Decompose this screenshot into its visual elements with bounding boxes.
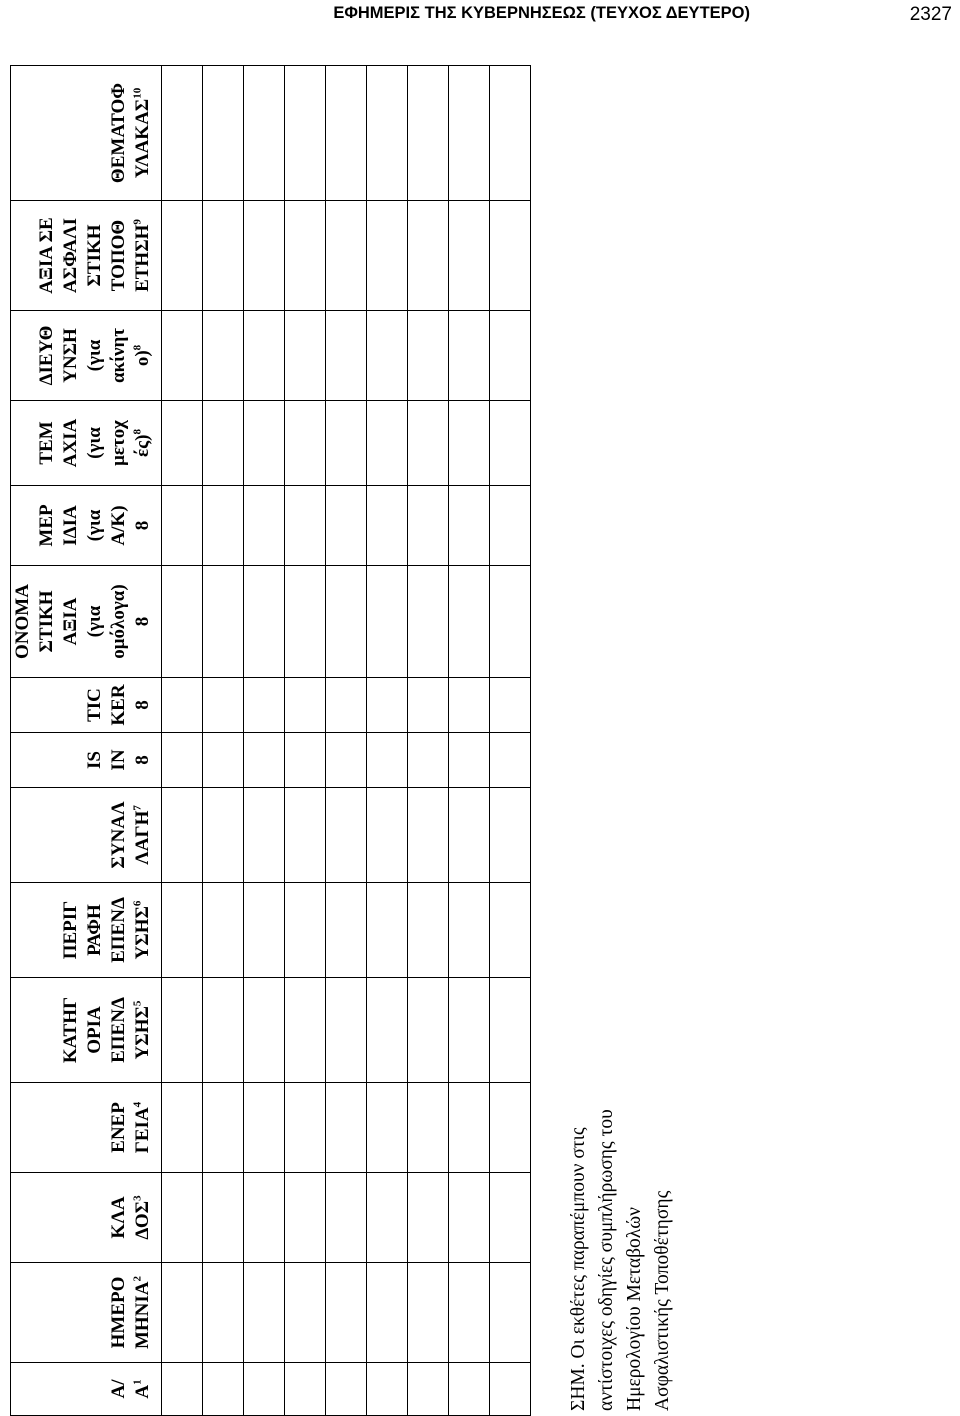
column-header-line: (για — [84, 339, 105, 372]
column-header-line: ΤΟΠΟΘ — [108, 219, 129, 292]
note-line: ΣΗΜ. Οι εκθέτες παραπέμπουν στις — [568, 1127, 589, 1411]
footnote-marker: 7 — [131, 805, 144, 811]
table-cell[interactable] — [285, 1263, 326, 1363]
table-cell[interactable] — [244, 486, 285, 566]
table-cell[interactable] — [367, 401, 408, 486]
table-cell[interactable] — [244, 201, 285, 311]
table-row — [449, 66, 490, 1416]
table-cell[interactable] — [285, 1083, 326, 1173]
note-line: αντίστοιχες οδηγίες συμπλήρωσης του — [596, 1109, 617, 1411]
table-header-row — [11, 66, 162, 1416]
table-cell[interactable] — [408, 1263, 449, 1363]
table-cell[interactable] — [244, 733, 285, 788]
table-cell[interactable] — [490, 1263, 531, 1363]
footnote-marker: 8 — [131, 429, 144, 435]
table-cell[interactable] — [367, 486, 408, 566]
table-cell[interactable] — [244, 66, 285, 201]
table-row — [408, 66, 449, 1416]
table-cell[interactable] — [244, 566, 285, 678]
table-cell[interactable] — [285, 1173, 326, 1263]
column-header — [11, 788, 162, 883]
table-row — [367, 66, 408, 1416]
column-header — [11, 1173, 162, 1263]
page-header — [0, 4, 960, 26]
table-cell[interactable] — [162, 1263, 203, 1363]
table-cell[interactable] — [285, 883, 326, 978]
table-cell[interactable] — [203, 401, 244, 486]
table-cell[interactable] — [244, 1263, 285, 1363]
column-header-line: ΑΞΙΑ — [60, 597, 81, 646]
table-row — [490, 66, 531, 1416]
table-cell[interactable] — [408, 66, 449, 201]
column-header-text: ΥΛΑΚΑΣ — [132, 98, 153, 179]
table-cell[interactable] — [490, 486, 531, 566]
column-header-line: (για — [84, 605, 105, 638]
table-cell[interactable] — [367, 1363, 408, 1416]
table-cell[interactable] — [162, 311, 203, 401]
table-cell[interactable] — [490, 201, 531, 311]
column-header-line: (για — [84, 427, 105, 459]
rotated-content — [10, 66, 860, 1416]
column-header-text: ΛΑΓΗ — [132, 810, 153, 865]
table-cell[interactable] — [244, 1363, 285, 1416]
column-header — [11, 486, 162, 566]
table-cell[interactable] — [285, 311, 326, 401]
column-header-line — [131, 978, 155, 1082]
column-header — [11, 311, 162, 401]
table-cell[interactable] — [203, 201, 244, 311]
table-cell[interactable] — [326, 66, 367, 201]
table-cell[interactable] — [285, 678, 326, 733]
table-cell[interactable] — [367, 1263, 408, 1363]
table-cell[interactable] — [162, 978, 203, 1083]
table-cell[interactable] — [367, 1173, 408, 1263]
column-header-line: ΗΜΕΡΟ — [108, 1276, 129, 1349]
column-header-line: ΥΝΣΗ — [60, 328, 81, 383]
footnote-marker: 5 — [131, 1000, 144, 1007]
column-header-line: TIC — [84, 688, 105, 722]
column-header — [11, 1363, 162, 1416]
column-header-line: μετοχ — [108, 420, 129, 466]
table-cell[interactable] — [490, 66, 531, 201]
column-header — [11, 66, 162, 201]
column-header-line: ΘΕΜΑΤΟΦ — [108, 82, 129, 184]
table-cell[interactable] — [449, 678, 490, 733]
column-header-line — [131, 883, 155, 977]
table-cell[interactable] — [449, 311, 490, 401]
column-header-line — [131, 401, 155, 485]
column-header-line — [131, 1263, 155, 1362]
column-header-line: 8 — [132, 616, 153, 627]
table-cell[interactable] — [203, 311, 244, 401]
column-header-line: ΑΧΙΑ — [60, 418, 81, 468]
table-cell[interactable] — [449, 201, 490, 311]
note-line: Ασφαλιστικής Τοποθέτησης — [652, 1190, 673, 1411]
table-cell[interactable] — [285, 566, 326, 678]
column-header-line: ΣΤΙΚΗ — [36, 590, 57, 653]
table-cell[interactable] — [162, 1083, 203, 1173]
column-header-line: ΣΤΙΚΗ — [84, 224, 105, 287]
table-cell[interactable] — [162, 1173, 203, 1263]
table-row — [203, 66, 244, 1416]
table-cell[interactable] — [367, 788, 408, 883]
footnote-marker: 3 — [131, 1195, 144, 1201]
column-header-line: 8 — [132, 520, 153, 531]
table-cell[interactable] — [408, 401, 449, 486]
table-cell[interactable] — [326, 1173, 367, 1263]
column-header-text: ΕΤΗΣΗ — [132, 224, 153, 292]
column-header — [11, 201, 162, 311]
column-header-text: ές) — [132, 434, 153, 457]
column-header-line: (για — [84, 509, 105, 542]
column-header-line: Α/Κ) — [108, 505, 129, 546]
table-cell[interactable] — [490, 978, 531, 1083]
column-header-line — [131, 788, 155, 882]
table-cell[interactable] — [285, 486, 326, 566]
table-cell[interactable] — [408, 883, 449, 978]
table-cell[interactable] — [203, 978, 244, 1083]
column-header-text: ΔΟΣ — [132, 1200, 153, 1240]
column-header-line: IN — [108, 749, 129, 771]
table-cell[interactable] — [162, 401, 203, 486]
table-cell[interactable] — [408, 678, 449, 733]
table-cell[interactable] — [449, 566, 490, 678]
column-header-text: Α — [132, 1384, 153, 1399]
table-cell[interactable] — [162, 486, 203, 566]
table-cell[interactable] — [449, 1263, 490, 1363]
column-header-line — [131, 1173, 155, 1262]
table-cell[interactable] — [367, 566, 408, 678]
table-cell[interactable] — [408, 978, 449, 1083]
table-cell[interactable] — [285, 1363, 326, 1416]
table-cell[interactable] — [203, 733, 244, 788]
table-cell[interactable] — [285, 788, 326, 883]
table-cell[interactable] — [449, 66, 490, 201]
table-cell[interactable] — [408, 566, 449, 678]
column-header-line: ΤΕΜ — [36, 421, 57, 465]
column-header — [11, 401, 162, 486]
footnote-marker: 10 — [131, 87, 144, 99]
table-cell[interactable] — [244, 883, 285, 978]
table-cell[interactable] — [244, 788, 285, 883]
table-cell[interactable] — [326, 1083, 367, 1173]
table-cell[interactable] — [203, 788, 244, 883]
table-cell[interactable] — [203, 486, 244, 566]
column-header-line: 8 — [132, 700, 153, 710]
table-cell[interactable] — [285, 201, 326, 311]
table-cell[interactable] — [203, 1363, 244, 1416]
table-cell[interactable] — [490, 788, 531, 883]
table-cell[interactable] — [490, 1363, 531, 1416]
table-cell[interactable] — [449, 401, 490, 486]
column-header-line: 8 — [132, 755, 153, 765]
table-cell[interactable] — [326, 311, 367, 401]
footnote-marker: 9 — [131, 219, 144, 225]
footnote-marker: 4 — [131, 1101, 144, 1108]
table-cell[interactable] — [490, 1173, 531, 1263]
table-cell[interactable] — [326, 978, 367, 1083]
column-header-line — [131, 201, 155, 310]
column-header-line: KER — [108, 684, 129, 726]
column-header — [11, 733, 162, 788]
table-cell[interactable] — [408, 733, 449, 788]
column-header-line — [131, 66, 155, 200]
table-cell[interactable] — [490, 401, 531, 486]
table-cell[interactable] — [367, 978, 408, 1083]
table-row — [285, 66, 326, 1416]
table-cell[interactable] — [162, 566, 203, 678]
footnote-marker: 8 — [131, 344, 144, 351]
table-cell[interactable] — [490, 1083, 531, 1173]
table-cell[interactable] — [490, 566, 531, 678]
table-cell[interactable] — [244, 311, 285, 401]
table-cell[interactable] — [203, 1173, 244, 1263]
note-line: Ημερολογίου Μεταβολών — [624, 1207, 645, 1411]
table-cell[interactable] — [162, 66, 203, 201]
table-cell[interactable] — [285, 66, 326, 201]
column-header-line: ΣΥΝΑΛ — [108, 801, 129, 869]
column-header-line: ακίνητ — [108, 327, 129, 384]
table-cell[interactable] — [326, 1263, 367, 1363]
table-cell[interactable] — [449, 733, 490, 788]
column-header — [11, 566, 162, 678]
column-header-line: ΟΡΙΑ — [84, 1006, 105, 1054]
table-cell[interactable] — [367, 883, 408, 978]
table-cell[interactable] — [162, 733, 203, 788]
column-header-line: Α/ — [108, 1379, 129, 1399]
column-header-line — [131, 1083, 155, 1172]
column-header-line: ΑΣΦΑΛΙ — [60, 218, 81, 293]
table-cell[interactable] — [326, 566, 367, 678]
table-cell[interactable] — [162, 678, 203, 733]
table-cell[interactable] — [490, 733, 531, 788]
column-header-text: ΓΕΙΑ — [132, 1107, 153, 1154]
footnote-marker: 6 — [131, 900, 144, 907]
table-cell[interactable] — [326, 883, 367, 978]
footnote-marker: 1 — [131, 1379, 144, 1385]
column-header-line — [131, 311, 155, 400]
table-cell[interactable] — [449, 978, 490, 1083]
table-cell[interactable] — [449, 1083, 490, 1173]
column-header-line: IS — [84, 751, 105, 769]
column-header-line: ΙΔΙΑ — [60, 505, 81, 546]
table-cell[interactable] — [490, 883, 531, 978]
table-cell[interactable] — [326, 1363, 367, 1416]
table-cell[interactable] — [244, 401, 285, 486]
table-body — [162, 66, 531, 1416]
column-header-line: ΔΙΕΥΘ — [36, 325, 57, 386]
table-cell[interactable] — [490, 311, 531, 401]
table-cell[interactable] — [449, 1173, 490, 1263]
change-log-table — [10, 65, 531, 1416]
table-cell[interactable] — [203, 566, 244, 678]
table-cell[interactable] — [408, 201, 449, 311]
column-header-line: ΚΛΑ — [108, 1196, 129, 1239]
table-cell[interactable] — [203, 1263, 244, 1363]
table-cell[interactable] — [326, 486, 367, 566]
table-cell[interactable] — [326, 201, 367, 311]
table-cell[interactable] — [449, 883, 490, 978]
table-cell[interactable] — [367, 678, 408, 733]
table-cell[interactable] — [449, 788, 490, 883]
table-cell[interactable] — [244, 1173, 285, 1263]
table-cell[interactable] — [326, 788, 367, 883]
column-header — [11, 1263, 162, 1363]
table-cell[interactable] — [367, 733, 408, 788]
table-cell[interactable] — [408, 311, 449, 401]
table-cell[interactable] — [244, 1083, 285, 1173]
table-cell[interactable] — [203, 1083, 244, 1173]
column-header-line: ΕΠΕΝΔ — [108, 897, 129, 963]
table-cell[interactable] — [367, 201, 408, 311]
gazette-title: ΕΦΗΜΕΡΙΣ ΤΗΣ ΚΥΒΕΡΝΗΣΕΩΣ (ΤΕΥΧΟΣ ΔΕΥΤΕΡΟ) — [333, 4, 750, 22]
table-cell[interactable] — [285, 733, 326, 788]
column-header-text: ΥΣΗΣ — [132, 906, 153, 960]
table-cell[interactable] — [285, 401, 326, 486]
table-cell[interactable] — [408, 486, 449, 566]
table-cell[interactable] — [162, 883, 203, 978]
column-header-text: ΥΣΗΣ — [132, 1006, 153, 1060]
column-header-line: ΕΠΕΝΔ — [108, 997, 129, 1063]
table-cell[interactable] — [326, 401, 367, 486]
table-cell[interactable] — [162, 1363, 203, 1416]
table-cell[interactable] — [162, 788, 203, 883]
table-cell[interactable] — [408, 1083, 449, 1173]
table-cell[interactable] — [203, 883, 244, 978]
table-cell[interactable] — [244, 678, 285, 733]
table-row — [244, 66, 285, 1416]
column-header-line: ΜΕΡ — [36, 504, 57, 547]
column-header-text: ο) — [132, 350, 153, 367]
column-header-line: ΚΑΤΗΓ — [60, 996, 81, 1064]
table-cell[interactable] — [326, 733, 367, 788]
column-header-line: ΑΞΙΑ ΣΕ — [36, 217, 57, 294]
table-cell[interactable] — [367, 66, 408, 201]
footnote-marker: 2 — [131, 1275, 144, 1282]
column-header — [11, 883, 162, 978]
table-cell[interactable] — [203, 678, 244, 733]
page-number: 2327 — [909, 4, 952, 25]
table-cell[interactable] — [449, 1363, 490, 1416]
table-cell[interactable] — [408, 1173, 449, 1263]
column-header-line: ΠΕΡΙΓ — [60, 900, 81, 960]
table-cell[interactable] — [408, 1363, 449, 1416]
table-cell[interactable] — [367, 311, 408, 401]
table-cell[interactable] — [490, 678, 531, 733]
table-row — [326, 66, 367, 1416]
table-cell[interactable] — [285, 978, 326, 1083]
column-header — [11, 678, 162, 733]
column-header-line: ΕΝΕΡ — [108, 1102, 129, 1153]
column-header-line: ΡΑΦΗ — [84, 904, 105, 956]
table-cell[interactable] — [408, 788, 449, 883]
column-header-line: ΟΝΟΜΑ — [12, 584, 33, 659]
column-header — [11, 978, 162, 1083]
table-cell[interactable] — [244, 978, 285, 1083]
table-cell[interactable] — [162, 201, 203, 311]
table-cell[interactable] — [326, 678, 367, 733]
footnote-note — [565, 1051, 677, 1411]
table-row — [162, 66, 203, 1416]
column-header-text: ΜΗΝΙΑ — [132, 1281, 153, 1350]
column-header-line — [131, 1363, 155, 1415]
column-header-line: ομόλογα) — [108, 584, 129, 659]
table-cell[interactable] — [449, 486, 490, 566]
table-cell[interactable] — [367, 1083, 408, 1173]
table-cell[interactable] — [203, 66, 244, 201]
column-header — [11, 1083, 162, 1173]
